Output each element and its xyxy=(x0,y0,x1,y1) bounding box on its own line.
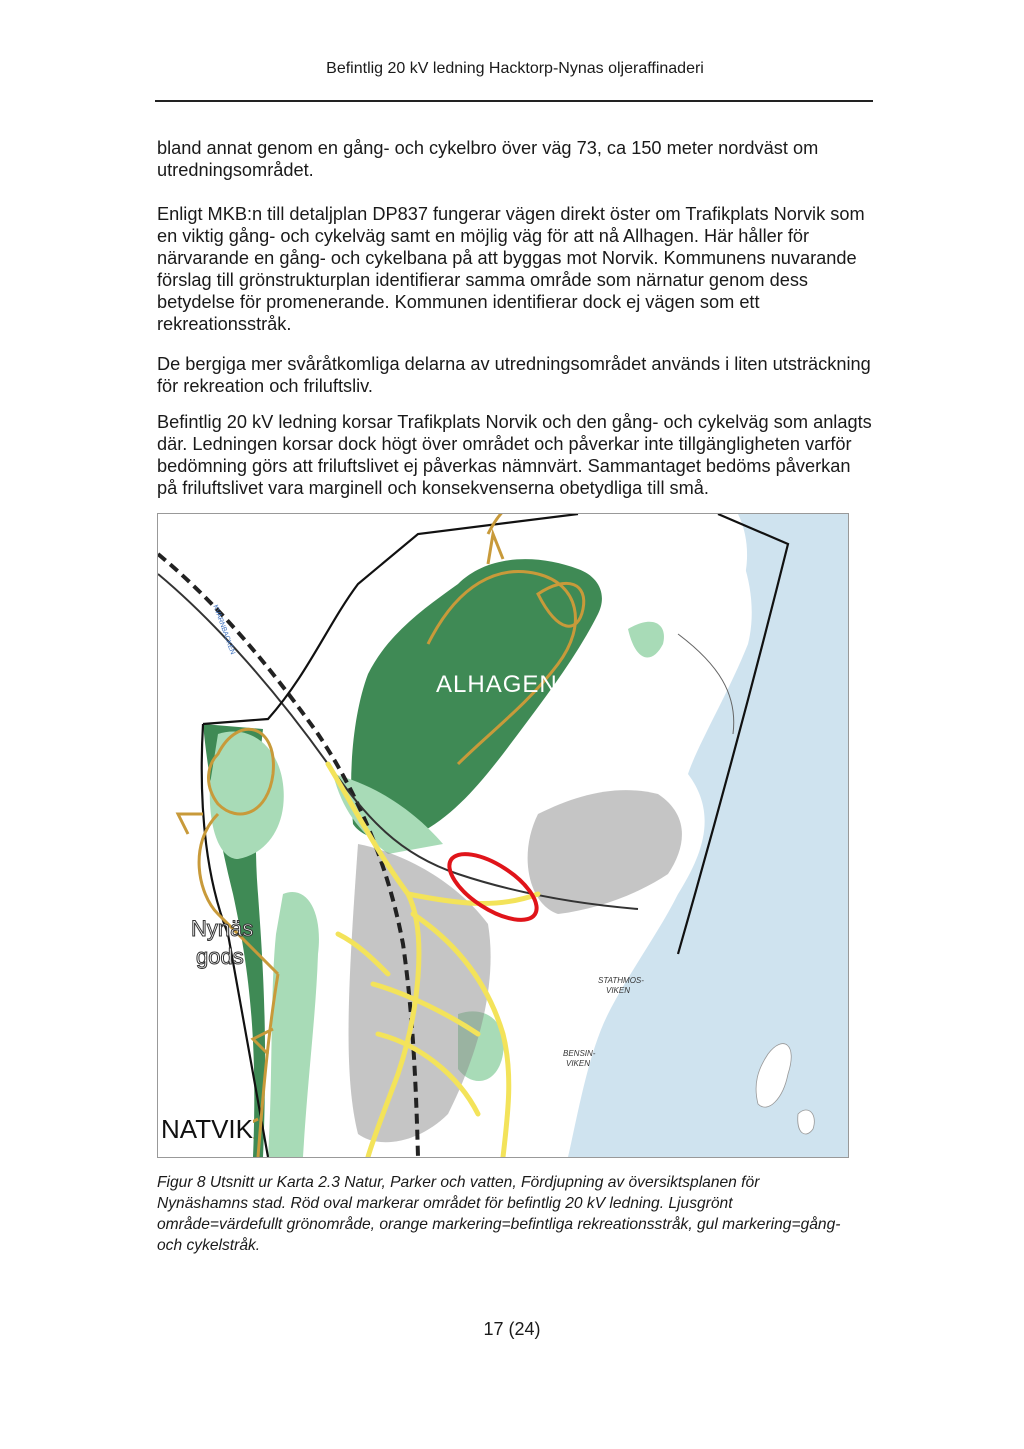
label-kvarnbacken: KVARNBACKEN xyxy=(211,604,236,656)
paragraph-2: Enligt MKB:n till detaljplan DP837 fungerar vägen direkt öster om Trafikplats Norvik som en viktig gång- och cykelväg samt en möjlig väg för att nå Allhagen. Här håller för närvarande en gång- och cykelbana på att byggas mot Norvik. Kommunens nuvarande förslag till grönstrukturplan identifierar samma område som närnatur genom dess betydelse för promenerande. Kommunen identifierar dock ej vägen som ett rekreationsstråk. xyxy=(157,204,865,334)
label-gods: gods xyxy=(196,944,244,969)
label-bensinviken-1: BENSIN- xyxy=(563,1049,596,1058)
label-alhagen: ALHAGEN xyxy=(436,671,558,698)
label-bensinviken-2: VIKEN xyxy=(566,1059,591,1068)
map-drawing xyxy=(158,514,848,1157)
page-number: 17 (24) xyxy=(483,1319,541,1339)
map-figure xyxy=(157,513,849,1158)
paragraph-4: Befintlig 20 kV ledning korsar Trafikplats Norvik och den gång- och cykelväg som anlagts där. Ledningen korsar dock högt över området och påverkar inte tillgängligheten varför bedömning görs att friluftslivet ej påverkas nämnvärt. Sammantaget bedöms påverkan på friluftslivet vara marginell och konsekvenserna obetydliga till små. xyxy=(157,412,872,498)
label-stathmosviken-2: VIKEN xyxy=(606,986,631,995)
figure-caption: Figur 8 Utsnitt ur Karta 2.3 Natur, Parker och vatten, Fördjupning av översiktsplanen för Nynäshamns stad. Röd oval markerar området för befintlig 20 kV ledning. Ljusgrönt område=värdefullt grönområde, orange markering=befintliga rekreationsstråk, gul markering=gång- och cykelstråk. xyxy=(157,1174,841,1254)
paragraph-1: bland annat genom en gång- och cykelbro över väg 73, ca 150 meter nordväst om utredningsområdet. xyxy=(157,138,819,180)
paragraph-3: De bergiga mer svåråtkomliga delarna av utredningsområdet används i liten utsträckning för rekreation och friluftsliv. xyxy=(157,354,871,396)
label-stathmosviken-1: STATHMOS- xyxy=(598,976,644,985)
running-header: Befintlig 20 kV ledning Hacktorp-Nynas oljeraffinaderi xyxy=(326,60,704,77)
label-nynas: Nynäs xyxy=(191,916,254,941)
island-small xyxy=(798,1110,815,1134)
label-natvik: NATVIK xyxy=(161,1114,253,1144)
header-rule xyxy=(155,100,873,102)
